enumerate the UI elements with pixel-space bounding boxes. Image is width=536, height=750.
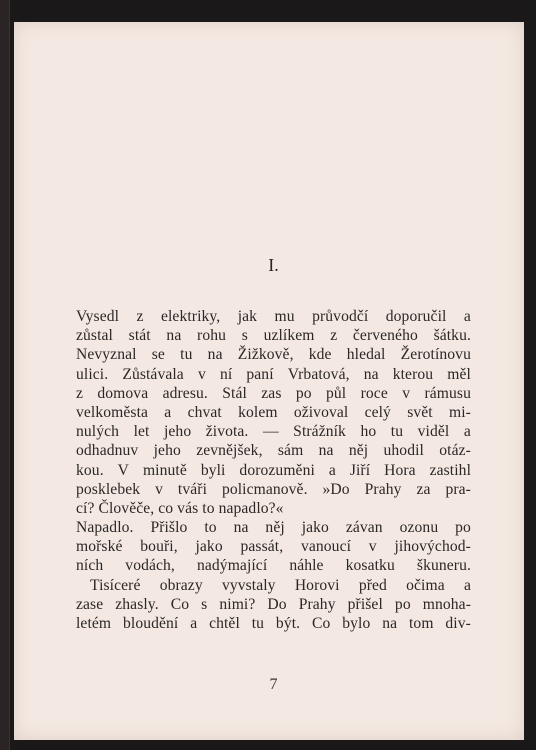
text-line: ulici. Zůstávala v ní paní Vrbatová, na kterou měl xyxy=(76,365,471,383)
text-line: Napadlo. Přišlo to na něj jako závan ozonu po xyxy=(76,519,471,537)
text-line: kou. V minutě byli dorozuměni a Jiří Hora zastihl xyxy=(76,461,471,479)
text-block xyxy=(76,22,471,740)
text-line: z domova adresu. Stál zas po půl roce v rámusu xyxy=(76,384,471,402)
text-line: zůstal stát na rohu s uzlíkem z červeného šátku. xyxy=(76,327,471,345)
text-line: ních vodách, nadýmající náhle kosatku škuneru. xyxy=(76,557,471,575)
text-line: Tisíceré obrazy vyvstaly Horovi před očima a xyxy=(90,576,471,594)
text-line: velkoměsta a chvat kolem oživoval celý svět mi- xyxy=(76,403,471,421)
text-line: cí? Člověče, co vás to napadlo?« xyxy=(76,499,284,517)
chapter-heading: I. xyxy=(268,255,279,275)
page-number: 7 xyxy=(269,676,278,693)
book-page xyxy=(14,22,524,740)
text-line: letém bloudění a chtěl tu být. Co bylo na tom div- xyxy=(76,615,471,632)
text-line: odhadnuv jeho zevnějšek, sám na něj uhodil otáz- xyxy=(76,442,471,460)
text-line: mořské bouři, jako passát, vanoucí v jihovýchod- xyxy=(76,538,471,556)
previous-page-edge xyxy=(0,0,10,750)
text-line: posklebek v tváři policmanově. »Do Prahy za pra- xyxy=(76,480,471,498)
text-line: zase zhasly. Co s nimi? Do Prahy přišel po mnoha- xyxy=(76,595,471,613)
text-line: nulých let jeho života. — Strážník ho tu viděl a xyxy=(76,423,471,441)
text-line: Nevyznal se tu na Žižkově, kde hledal Žerotínovu xyxy=(76,346,471,364)
body-text xyxy=(76,307,471,633)
text-line: Vysedl z elektriky, jak mu průvodčí doporučil a xyxy=(76,308,471,325)
